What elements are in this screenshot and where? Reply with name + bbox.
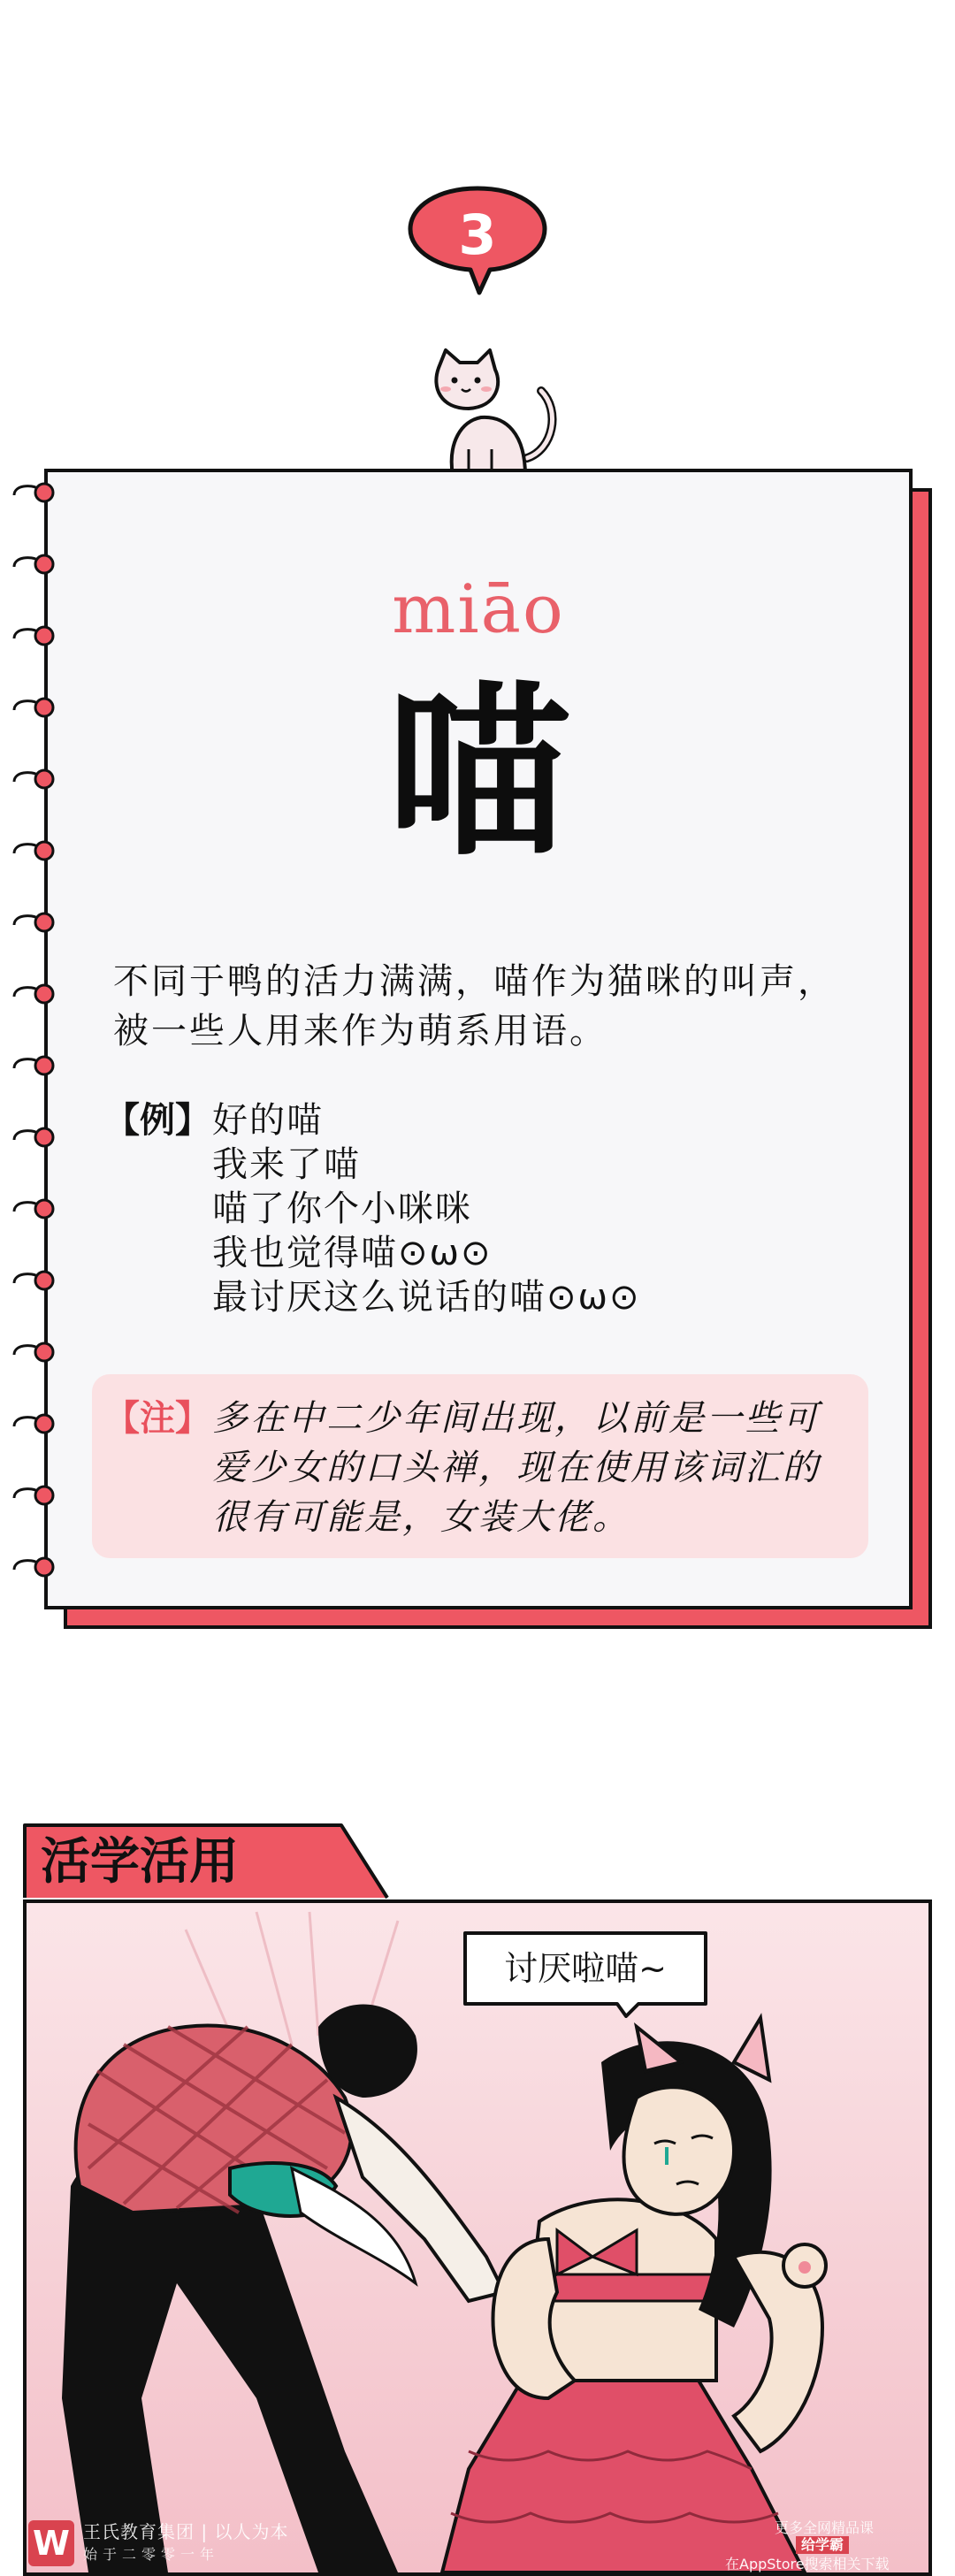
headword: 喵 [385, 663, 571, 882]
brand-motto: 始于二零零一年 [83, 2546, 220, 2563]
app-name-badge: 给学霸 [796, 2536, 849, 2554]
cat-illustration [423, 345, 564, 478]
brand-slogan: 以人为本 [214, 2521, 289, 2542]
spiral-ring-icon [9, 1126, 57, 1149]
comic-speech-bubble [462, 1930, 709, 2018]
example-item: 最讨厌这么说话的喵⊙ω⊙ [212, 1277, 641, 1318]
promo-text: 更多全网精品课 [775, 2519, 875, 2536]
spiral-ring-icon [9, 1412, 57, 1435]
spiral-ring-icon [9, 982, 57, 1005]
spiral-ring-icon [9, 1484, 57, 1507]
comic-section-title: 活学活用 [41, 1833, 239, 1891]
note-text: 多在中二少年间出现，以前是一些可爱少女的口头禅，现在使用该词汇的很有可能是，女装大佬。 [212, 1398, 821, 1538]
spiral-ring-icon [9, 1269, 57, 1292]
spiral-ring-icon [9, 1054, 57, 1077]
brand-group-name: 王氏教育集团 | 以人为本 [83, 2521, 289, 2542]
comic-speech-text: 讨厌啦喵~ [504, 1949, 667, 1988]
definition-card [44, 469, 913, 1609]
example-label: 【例】 [104, 1100, 210, 1141]
note-label: 【注】 [104, 1398, 210, 1439]
spiral-ring-icon [9, 1341, 57, 1364]
spiral-ring-icon [9, 1556, 57, 1578]
brand-name: 王氏教育集团 [83, 2521, 195, 2542]
entry-number: 3 [458, 203, 497, 267]
pinyin: miāo [392, 569, 565, 648]
spiral-ring-icon [9, 1197, 57, 1220]
definition-text: 不同于鸭的活力满满，喵作为猫咪的叫声，被一些人用来作为萌系用语。 [113, 961, 836, 1051]
entry-number-bubble [405, 183, 550, 298]
app-store-hint: 在AppStore搜索相关下载 [725, 2556, 890, 2572]
example-item: 喵了你个小咪咪 [212, 1189, 472, 1229]
spiral-ring-icon [9, 481, 57, 504]
example-list [212, 1098, 641, 1319]
spiral-ring-icon [9, 911, 57, 934]
example-item: 我来了喵 [212, 1144, 361, 1185]
note-box [92, 1374, 868, 1558]
example-item: 我也觉得喵⊙ω⊙ [212, 1233, 493, 1273]
example-item: 好的喵 [212, 1100, 324, 1141]
brand-logo: W [28, 2520, 74, 2566]
